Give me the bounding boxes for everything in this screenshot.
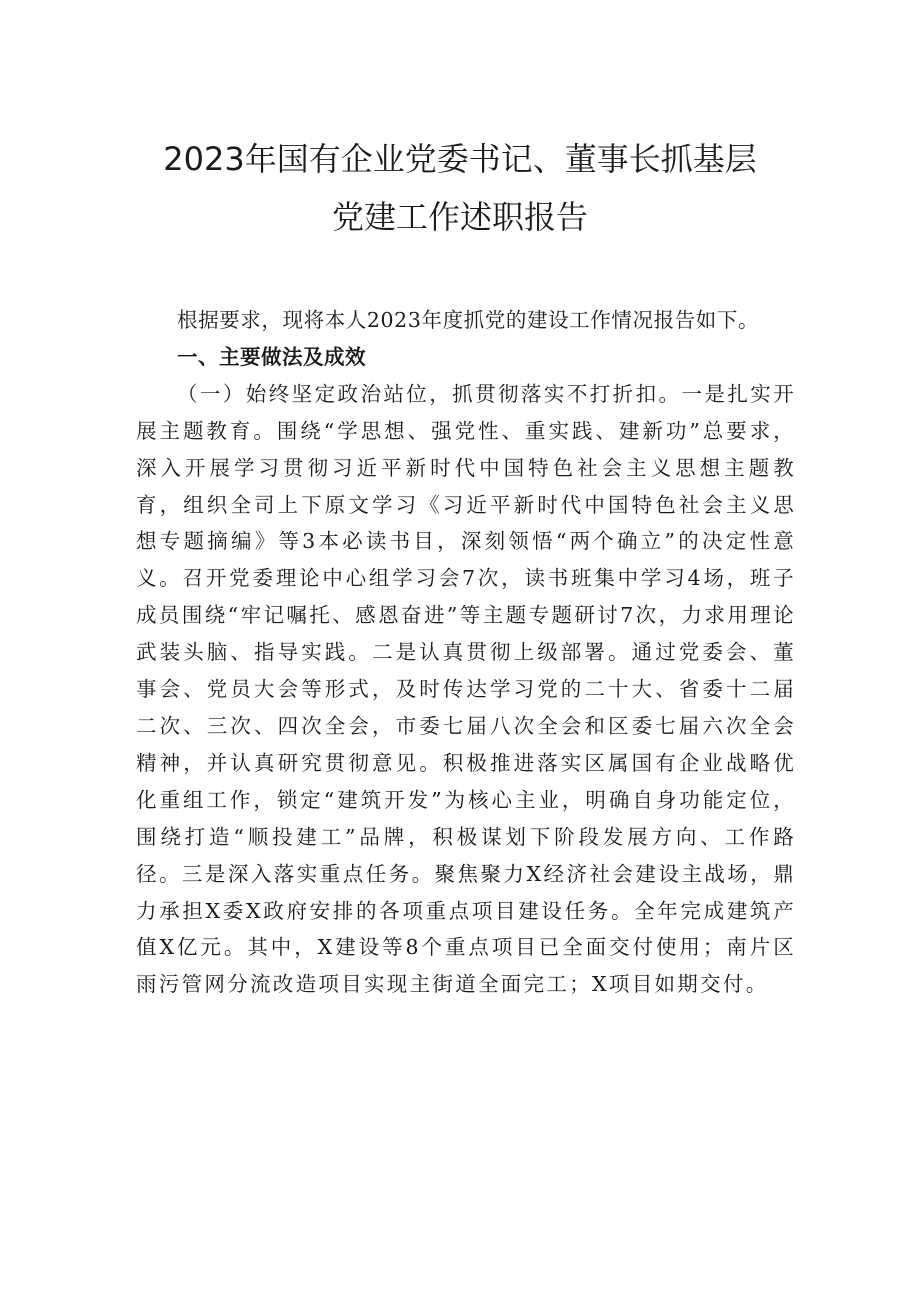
title-line-2: 党建工作述职报告 <box>331 198 588 236</box>
document-title <box>100 130 820 246</box>
section-heading: 一、主要做法及成效 <box>177 344 366 369</box>
body-paragraph: （一）始终坚定政治站位，抓贯彻落实不打折扣。一是扎实开展主题教育。围绕“学思想、强党性、重实践、建新功”总要求，深入开展学习贯彻习近平新时代中国特色社会主义思想主题教育，组织全司上下原文学习《习近平新时代中国特色社会主义思想专题摘编》等3本必读书目，深刻领悟“两个确立”的决定性意义。召开党委理论中心组学习会7次，读书班集中学习4场，班子成员围绕“牢记嘱托、感恩奋进”等主题专题研讨7次，力求用理论武装头脑、指导实践。二是认真贯彻上级部署。通过党委会、董事会、党员大会等形式，及时传达学习党的二十大、省委十二届二次、三次、四次全会，市委七届八次全会和区委七届六次全会精神，并认真研究贯彻意见。积极推进落实区属国有企业战略优化重组工作，锁定“建筑开发”为核心主业，明确自身功能定位，围绕打造“顺投建工”品牌，积极谋划下阶段发展方向、工作路径。三是深入落实重点任务。聚焦聚力X经济社会建设主战场，鼎力承担X委X政府安排的各项重点项目建设任务。全年完成建筑产值X亿元。其中，X建设等8个重点项目已全面交付使用；南片区雨污管网分流改造项目实现主街道全面完工；X项目如期交付。 <box>136 381 796 997</box>
document-body <box>136 302 796 1003</box>
title-line-1: 2023年国有企业党委书记、董事长抓基层 <box>163 140 757 178</box>
intro-paragraph: 根据要求，现将本人2023年度抓党的建设工作情况报告如下。 <box>177 308 760 332</box>
